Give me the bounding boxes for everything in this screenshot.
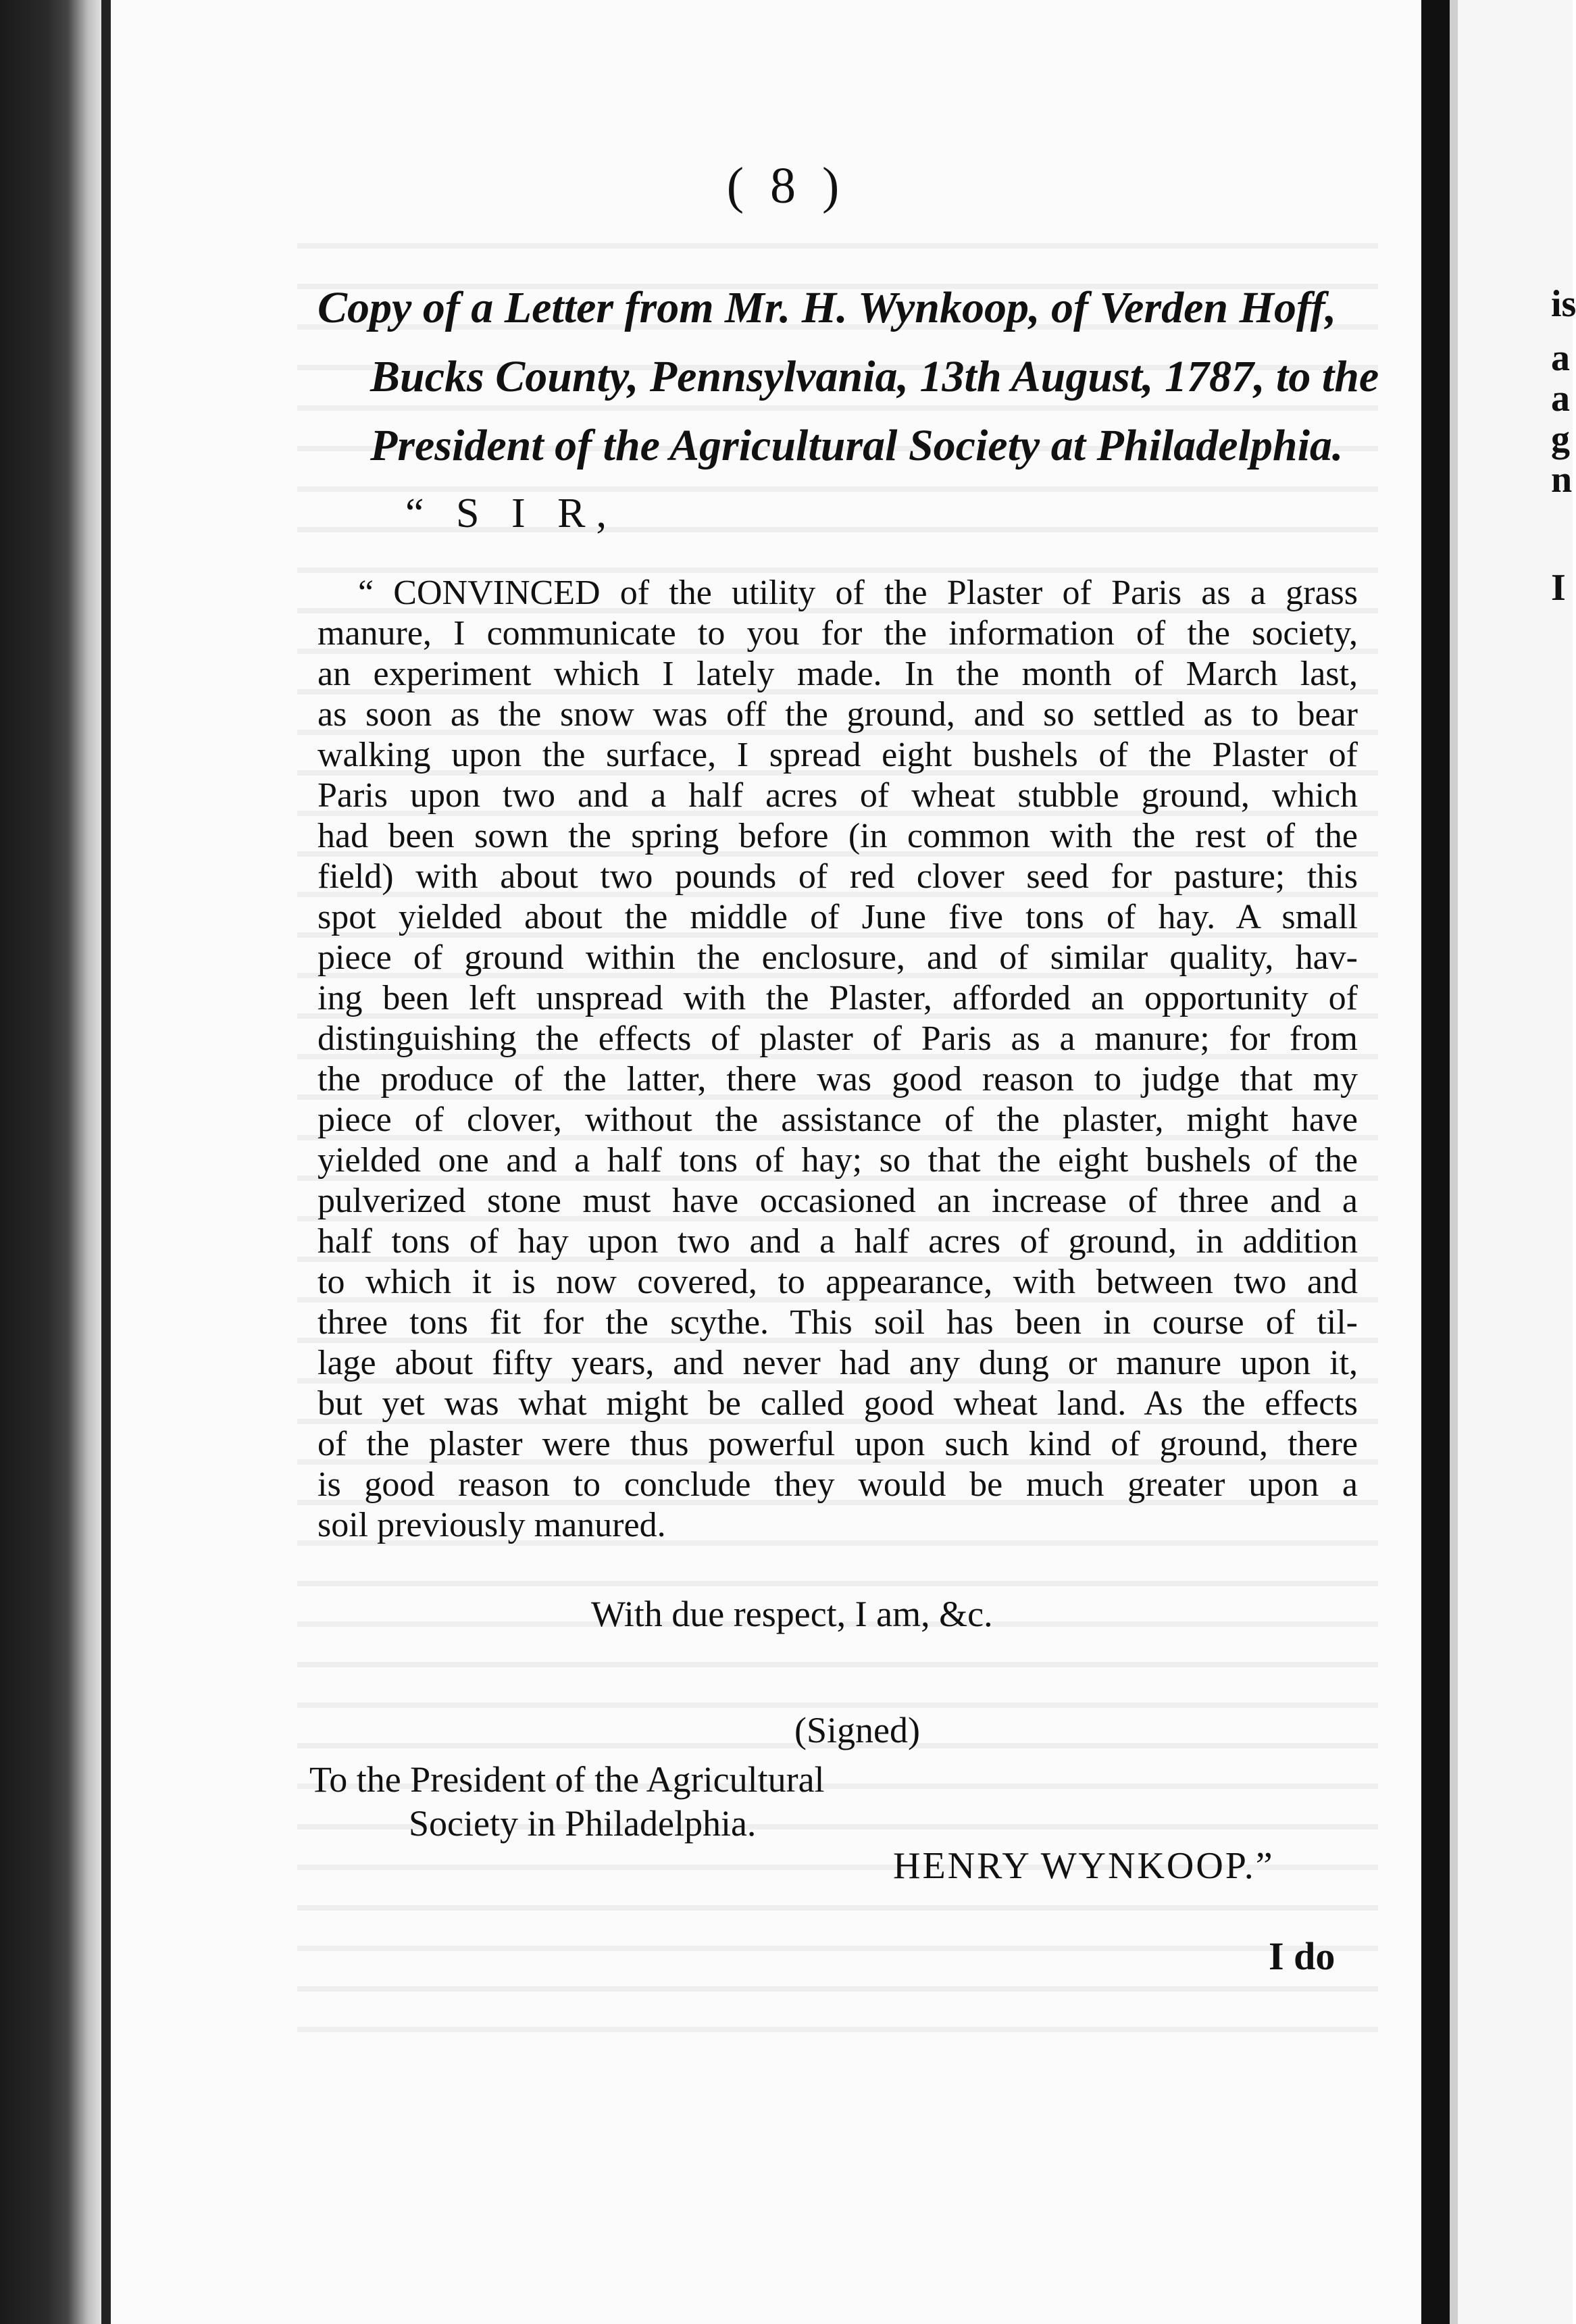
facing-page-fragment: is [1551, 283, 1576, 325]
body-line: the produce of the latter, there was good reason to judge that my [317, 1060, 1358, 1098]
body-line: ing been left unspread with the Plaster, afforded an opportunity of [317, 979, 1358, 1017]
letter-heading-line-1: Copy of a Letter from Mr. H. Wynkoop, of Verden Hoff, [317, 283, 1337, 332]
body-line: soil previously manured. [317, 1506, 666, 1544]
salutation: “ S I R, [405, 490, 617, 536]
body-line: walking upon the surface, I spread eight bushels of the Plaster of [317, 736, 1358, 774]
body-line: to which it is now covered, to appearance, with between two and [317, 1263, 1358, 1301]
body-line: as soon as the snow was off the ground, and so settled as to bear [317, 695, 1358, 734]
page-number: ( 8 ) [726, 157, 846, 214]
closing-line: With due respect, I am, &c. [591, 1594, 993, 1634]
body-line: had been sown the spring before (in common with the rest of the [317, 817, 1358, 855]
gutter-edge [1450, 0, 1458, 2324]
letter-body [317, 573, 1358, 1546]
body-line: yielded one and a half tons of hay; so that the eight bushels of the [317, 1141, 1358, 1180]
body-line: spot yielded about the middle of June five tons of hay. A small [317, 898, 1358, 936]
body-line: is good reason to conclude they would be much greater upon a [317, 1465, 1358, 1504]
addressee-line-2: Society in Philadelphia. [409, 1803, 757, 1844]
facing-page-fragment: a [1551, 378, 1570, 420]
left-binding-shadow [0, 0, 108, 2324]
gutter-shadow [1421, 0, 1450, 2324]
body-line: piece of clover, without the assistance of the plaster, might have [317, 1101, 1358, 1139]
facing-page-fragment: g [1551, 418, 1570, 460]
body-line: three tons fit for the scythe. This soil has been in course of til- [317, 1303, 1358, 1342]
body-line: “ CONVINCED of the utility of the Plaster of Paris as a grass [358, 574, 1358, 612]
body-line: distinguishing the effects of plaster of Paris as a manure; for from [317, 1019, 1358, 1058]
signed-note: (Signed) [794, 1710, 920, 1750]
addressee-line-1: To the President of the Agricultural [309, 1759, 825, 1800]
body-line: half tons of hay upon two and a half acres of ground, in addition [317, 1222, 1358, 1261]
left-page-edge [101, 0, 111, 2324]
facing-page-fragment: a [1551, 337, 1570, 379]
body-line: piece of ground within the enclosure, and of similar quality, hav- [317, 938, 1358, 977]
body-line: manure, I communicate to you for the information of the society, [317, 614, 1358, 653]
body-line: an experiment which I lately made. In the month of March last, [317, 655, 1358, 693]
body-line: pulverized stone must have occasioned an increase of three and a [317, 1182, 1358, 1220]
facing-page [1458, 0, 1576, 2324]
body-line: of the plaster were thus powerful upon such kind of ground, there [317, 1425, 1358, 1463]
body-line: field) with about two pounds of red clover seed for pasture; this [317, 857, 1358, 896]
body-line: but yet was what might be called good wheat land. As the effects [317, 1384, 1358, 1423]
facing-page-fragment: I [1551, 567, 1566, 609]
facing-page-fragment: n [1551, 459, 1573, 501]
body-line: Paris upon two and a half acres of wheat stubble ground, which [317, 776, 1358, 815]
catchword: I do [1269, 1934, 1336, 1978]
letter-heading-line-2: Bucks County, Pennsylvania, 13th August, 1787, to the [370, 352, 1379, 401]
letter-heading-line-3: President of the Agricultural Society at Philadelphia. [370, 421, 1344, 470]
signature: HENRY WYNKOOP.” [893, 1845, 1275, 1887]
body-line: lage about fifty years, and never had any dung or manure upon it, [317, 1344, 1358, 1382]
